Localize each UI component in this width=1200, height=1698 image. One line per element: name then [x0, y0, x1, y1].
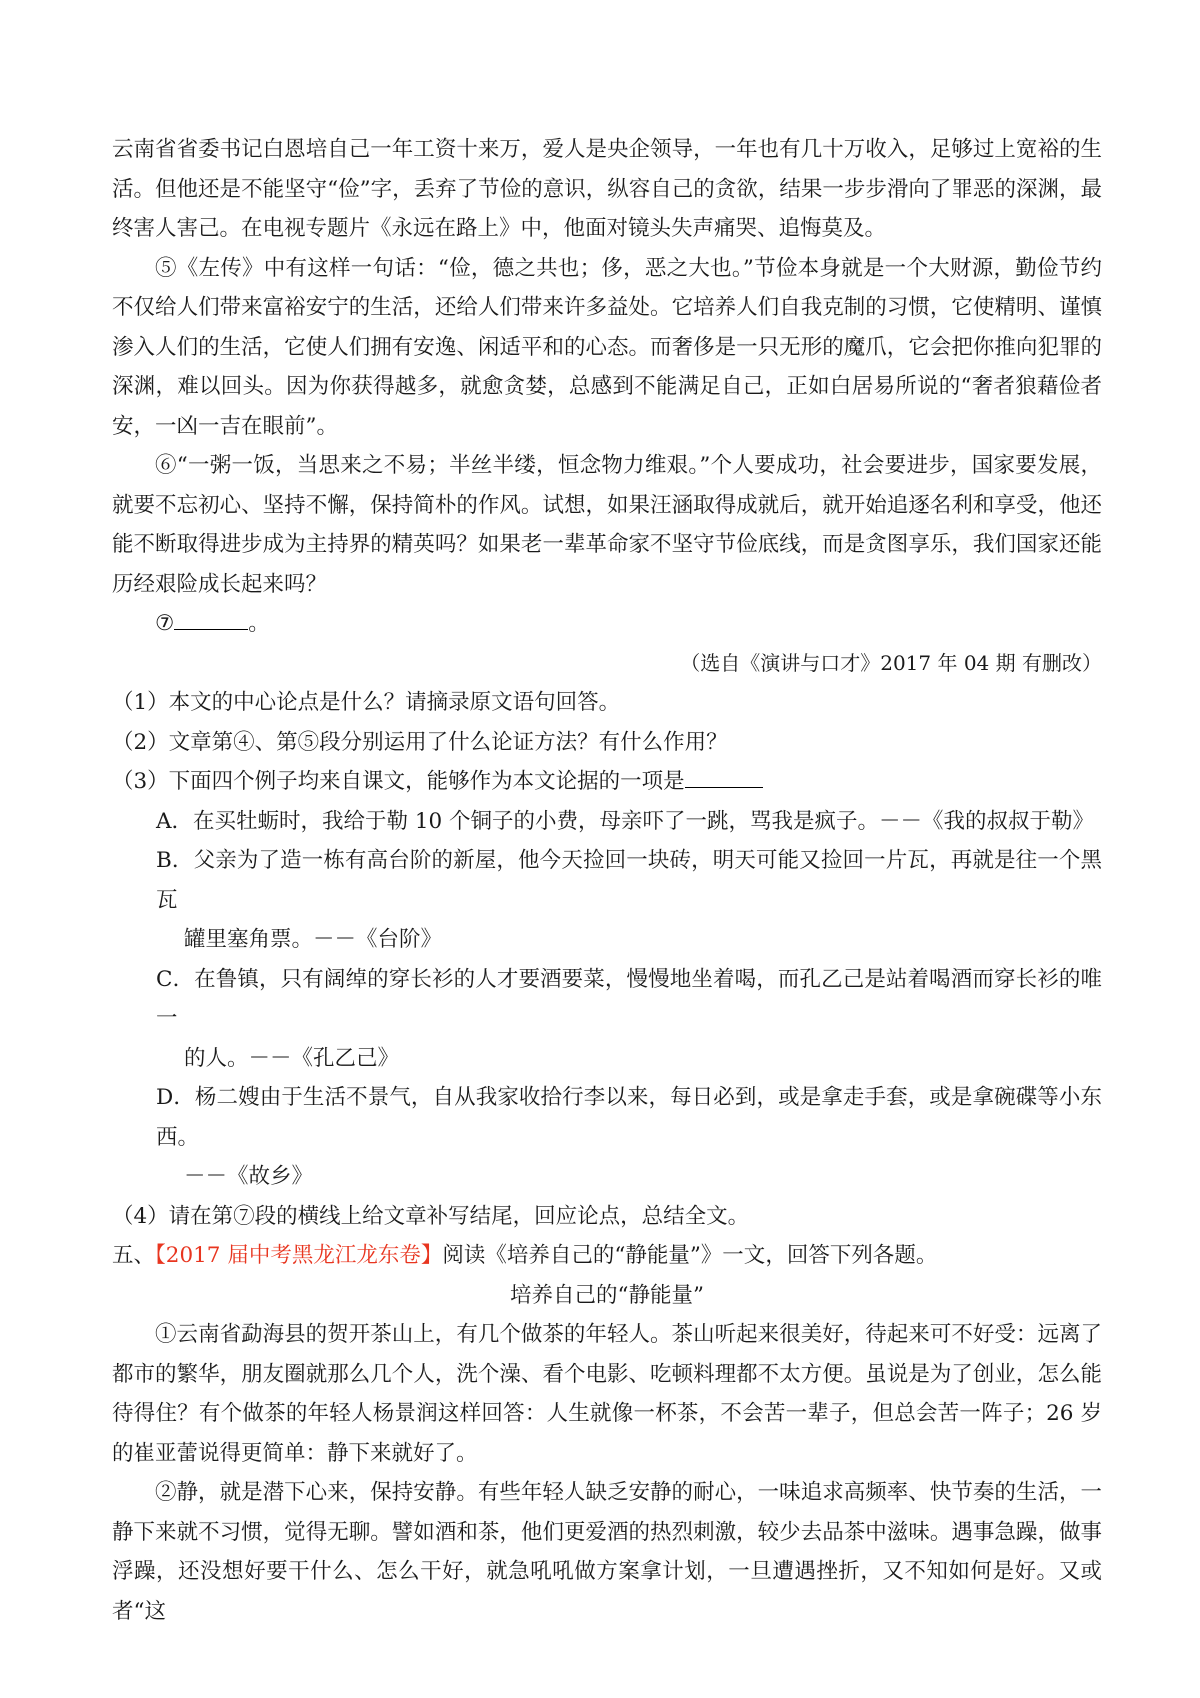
source-citation: （选自《演讲与口才》2017 年 04 期 有删改） [680, 650, 1102, 675]
paragraph-7-blank [174, 605, 248, 630]
question-3-blank [685, 763, 763, 788]
option-b: B．父亲为了造一栋有高台阶的新屋，他今天捡回一块砖，明天可能又捡回一片瓦，再就是往一个黑瓦 [156, 848, 1102, 913]
paragraph-5: ⑤《左传》中有这样一句话：“俭，德之共也；侈，恶之大也。”节俭本身就是一个大财源，勤俭节约不仅给人们带来富裕安宁的生活，还给人们带来许多益处。它培养人们自我克制的习惯，它使精明、谨慎渗入人们的生活，它使人们拥有安逸、闲适平和的心态。而奢侈是一只无形的魔爪，它会把你推向犯罪的深渊，难以回头。因为你获得越多，就愈贪婪，总感到不能满足自己，正如白居易所说的“奢者狼藉俭者安，一凶一吉在眼前”。 [112, 255, 1102, 439]
article-paragraph-2: ②静，就是潜下心来，保持安静。有些年轻人缺乏安静的耐心，一味追求高频率、快节奏的生活，一静下来就不习惯，觉得无聊。譬如酒和茶，他们更爱酒的热烈刺激，较少去品茶中滋味。遇事急躁，做事浮躁，还没想好要干什么、怎么干好，就急吼吼做方案拿计划，一旦遭遇挫折，又不知如何是好。又或者“这 [112, 1480, 1102, 1624]
option-d: D．杨二嫂由于生活不景气，自从我家收拾行李以来，每日必到，或是拿走手套，或是拿碗碟等小东西。 [156, 1085, 1102, 1150]
question-1: （1）本文的中心论点是什么？请摘录原文语句回答。 [112, 690, 621, 715]
section-5-source-tag: 【2017 届中考黑龙江龙东卷】 [155, 1243, 443, 1268]
document-page [112, 130, 1102, 1631]
article-paragraph-1: ①云南省勐海县的贺开茶山上，有几个做茶的年轻人。茶山听起来很美好，待起来可不好受：远离了都市的繁华，朋友圈就那么几个人，洗个澡、看个电影、吃顿料理都不太方便。虽说是为了创业，怎么能待得住？有个做茶的年轻人杨景润这样回答：人生就像一杯茶，不会苦一辈子，但总会苦一阵子；26 岁的崔亚蕾说得更简单：静下来就好了。 [112, 1322, 1102, 1466]
option-b-continued: 罐里塞角票。－－《台阶》 [184, 927, 443, 952]
question-4: （4）请在第⑦段的横线上给文章补写结尾，回应论点，总结全文。 [112, 1203, 750, 1229]
paragraph-7 [112, 604, 1102, 644]
option-d-continued: －－《故乡》 [184, 1164, 314, 1189]
article-title: 培养自己的“静能量” [510, 1282, 704, 1308]
paragraph-7-number: ⑦ [155, 611, 175, 636]
option-a: A．在买牡蛎时，我给于勒 10 个铜子的小费，母亲吓了一跳，骂我是疯子。－－《我的叔叔于勒》 [156, 808, 1095, 834]
option-c-continued: 的人。－－《孔乙己》 [184, 1045, 400, 1071]
paragraph-7-end: 。 [248, 611, 270, 636]
option-c: C．在鲁镇，只有阔绰的穿长衫的人才要酒要菜，慢慢地坐着喝，而孔乙己是站着喝酒而穿长衫的唯一 [156, 966, 1102, 1031]
question-3 [112, 762, 1102, 802]
section-5-instruction: 阅读《培养自己的“静能量”》一文，回答下列各题。 [442, 1243, 938, 1268]
section-5-number: 五、 [112, 1243, 156, 1268]
section-5-heading [112, 1236, 1102, 1276]
paragraph-4-continued: 云南省省委书记白恩培自己一年工资十来万，爱人是央企领导，一年也有几十万收入，足够过上宽裕的生活。但他还是不能坚守“俭”字，丢弃了节俭的意识，纵容自己的贪欲，结果一步步滑向了罪恶的深渊，最终害人害己。在电视专题片《永远在路上》中，他面对镜头失声痛哭、追悔莫及。 [112, 137, 1102, 241]
question-2: （2）文章第④、第⑤段分别运用了什么论证方法？有什么作用？ [112, 729, 728, 755]
paragraph-6: ⑥“一粥一饭，当思来之不易；半丝半缕，恒念物力维艰。”个人要成功，社会要进步，国家要发展，就要不忘初心、坚持不懈，保持简朴的作风。试想，如果汪涵取得成就后，就开始追逐名利和享受，他还能不断取得进步成为主持界的精英吗？如果老一辈革命家不坚守节俭底线，而是贪图享乐，我们国家还能历经艰险成长起来吗？ [112, 453, 1102, 597]
question-3-text: （3）下面四个例子均来自课文，能够作为本文论据的一项是 [112, 769, 685, 794]
